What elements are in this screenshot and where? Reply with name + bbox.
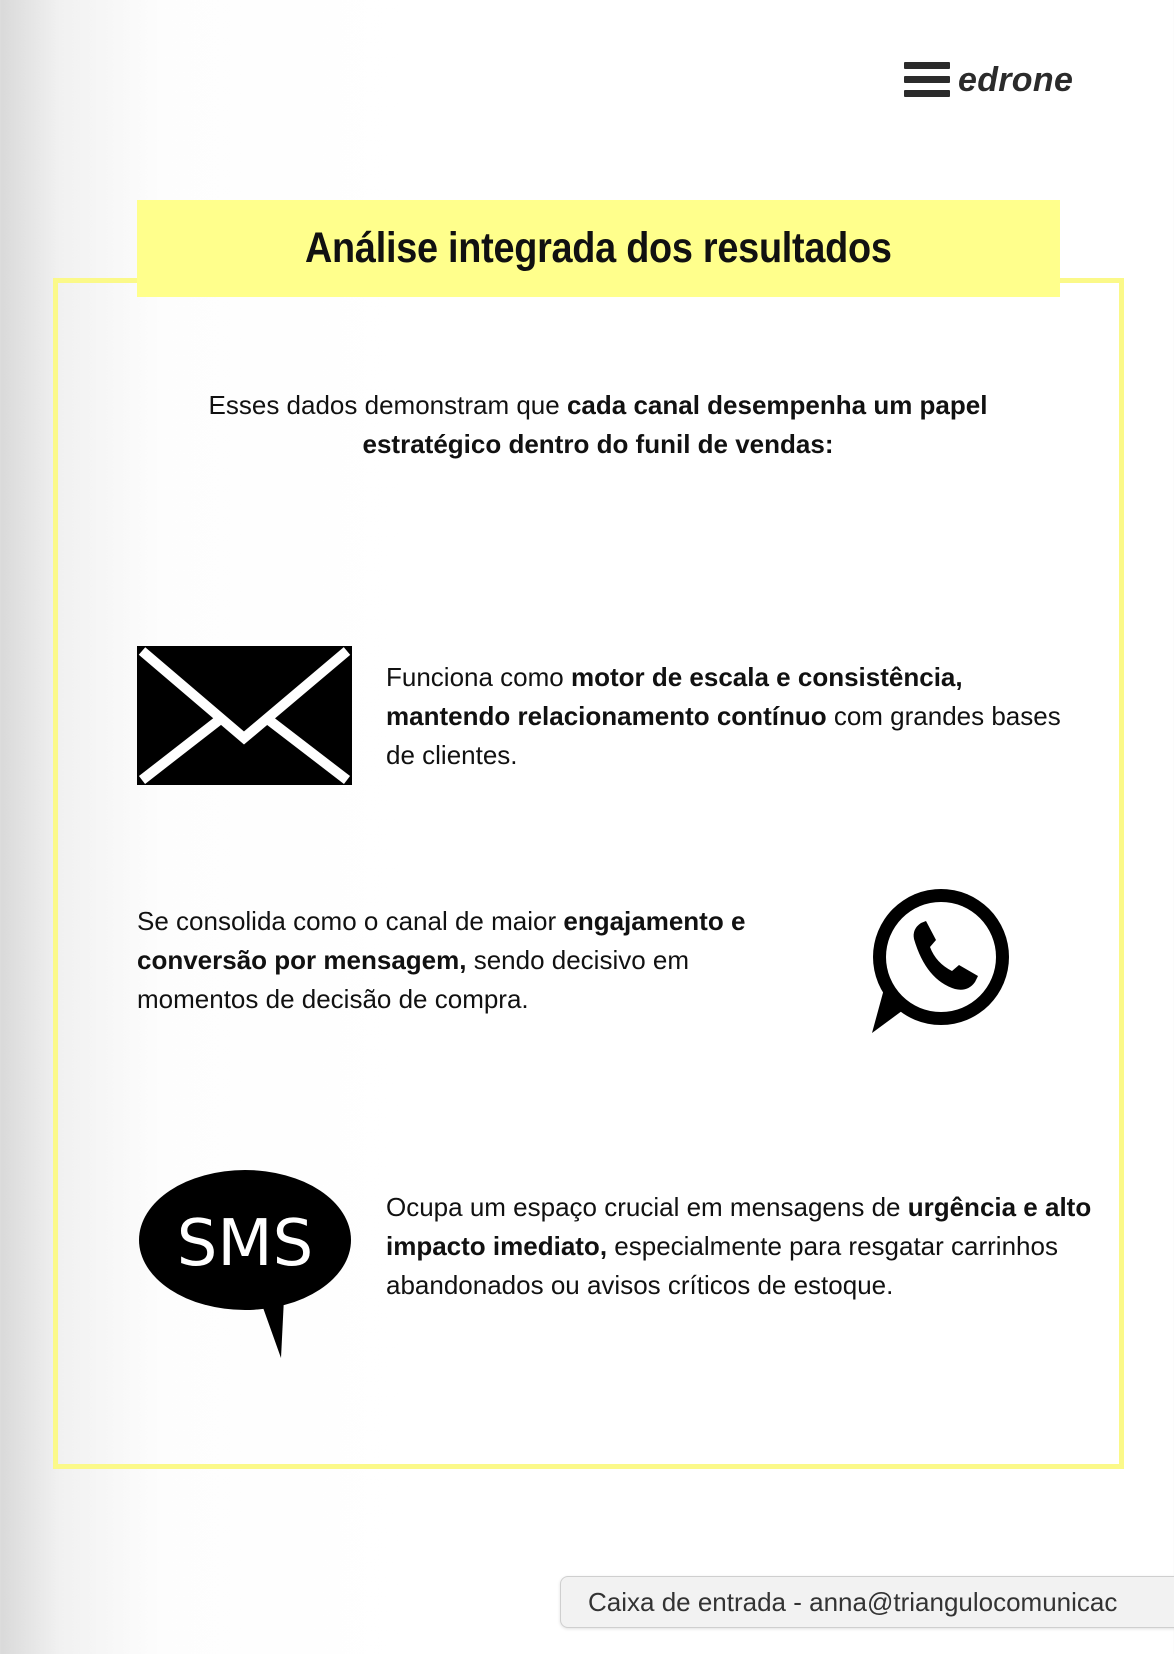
- sms-text-c: especialmente para resgatar carrinhos abandonados ou avisos críticos de estoque.: [386, 1231, 1058, 1300]
- whatsapp-channel-text: [137, 902, 817, 1019]
- whatsapp-text-bold: engajamento e conversão por mensagem,: [137, 906, 746, 975]
- whatsapp-text-a: Se consolida como o canal de maior: [137, 906, 564, 936]
- title-banner: [137, 200, 1060, 297]
- sms-text-a: Ocupa um espaço crucial em mensagens de: [386, 1192, 908, 1222]
- edrone-logo: [904, 58, 1073, 102]
- notification-text: Caixa de entrada - anna@triangulocomunicac: [588, 1586, 1118, 1617]
- whatsapp-icon: [862, 881, 1016, 1035]
- email-text-a: Funciona como: [386, 662, 571, 692]
- envelope-icon: [137, 646, 352, 785]
- whatsapp-text-c: sendo decisivo em momentos de decisão de compra.: [137, 945, 690, 1014]
- email-text-bold: motor de escala e consistência, mantendo relacionamento contínuo: [386, 662, 963, 731]
- sms-text-bold: urgência e alto impacto imediato,: [386, 1192, 1092, 1261]
- menu-bars-icon: [904, 61, 950, 99]
- inbox-notification[interactable]: [560, 1576, 1174, 1628]
- email-text-c: com grandes bases de clientes.: [386, 701, 1061, 770]
- intro-text-plain: Esses dados demonstram que: [208, 390, 567, 420]
- sms-channel-text: [386, 1188, 1126, 1305]
- intro-paragraph: [150, 386, 1046, 464]
- intro-text-bold: cada canal desempenha um papel estratégico dentro do funil de vendas:: [362, 390, 988, 459]
- page-title: Análise integrada dos resultados: [305, 224, 892, 272]
- logo-text: edrone: [958, 60, 1074, 99]
- sms-icon-label: SMS: [176, 1207, 314, 1281]
- sms-icon: [139, 1170, 351, 1358]
- email-channel-text: [386, 658, 1086, 775]
